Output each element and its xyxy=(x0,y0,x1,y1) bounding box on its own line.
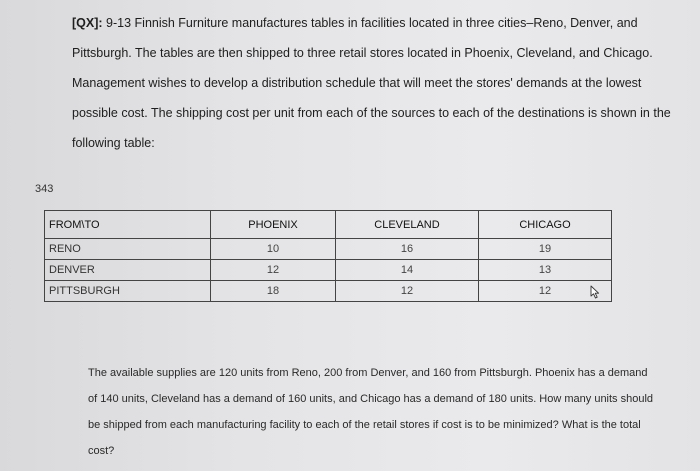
row-source: DENVER xyxy=(45,260,211,281)
shipping-cost-table xyxy=(44,210,612,302)
cell-cost: 13 xyxy=(479,260,612,281)
followup-question: The available supplies are 120 units from Reno, 200 from Denver, and 160 from Pittsburgh. Phoenix has a demand of 140 units, Cleveland has a demand of 160 units, and Chicago has a demand of 180 units. How many units should be shipped from each manufacturing facility to each of the retail stores if cost is to be minimized? What is the total cost? xyxy=(88,367,654,457)
page-number: 343 xyxy=(35,183,54,195)
cell-cost: 10 xyxy=(211,239,336,260)
header-chicago: CHICAGO xyxy=(479,211,612,239)
cell-cost: 12 xyxy=(479,281,612,302)
cursor-icon xyxy=(589,285,603,299)
header-cleveland: CLEVELAND xyxy=(336,211,479,239)
table-header-row xyxy=(45,211,612,239)
problem-text: 9-13 Finnish Furniture manufactures tables in facilities located in three cities–Reno, Denver, and Pittsburgh. The tables are then shipped to three retail stores located in Phoenix, Cleveland, and Chicago. Management wishes to develop a distribution schedule that will meet the stores' demands at the lowest possible cost. The shipping cost per unit from each of the sources to each of the destinations is shown in the following table: xyxy=(72,16,671,150)
cell-cost: 19 xyxy=(479,239,612,260)
cell-cost: 18 xyxy=(211,281,336,302)
cell-cost: 16 xyxy=(336,239,479,260)
cell-cost: 12 xyxy=(336,281,479,302)
cell-cost: 12 xyxy=(211,260,336,281)
table-row xyxy=(45,260,612,281)
table-row xyxy=(45,281,612,302)
table-row xyxy=(45,239,612,260)
row-source: RENO xyxy=(45,239,211,260)
header-phoenix: PHOENIX xyxy=(211,211,336,239)
row-source: PITTSBURGH xyxy=(45,281,211,302)
problem-statement xyxy=(72,8,672,158)
problem-tag: [QX]: xyxy=(72,16,103,30)
cell-cost: 14 xyxy=(336,260,479,281)
header-from-to: FROM\TO xyxy=(45,211,211,239)
